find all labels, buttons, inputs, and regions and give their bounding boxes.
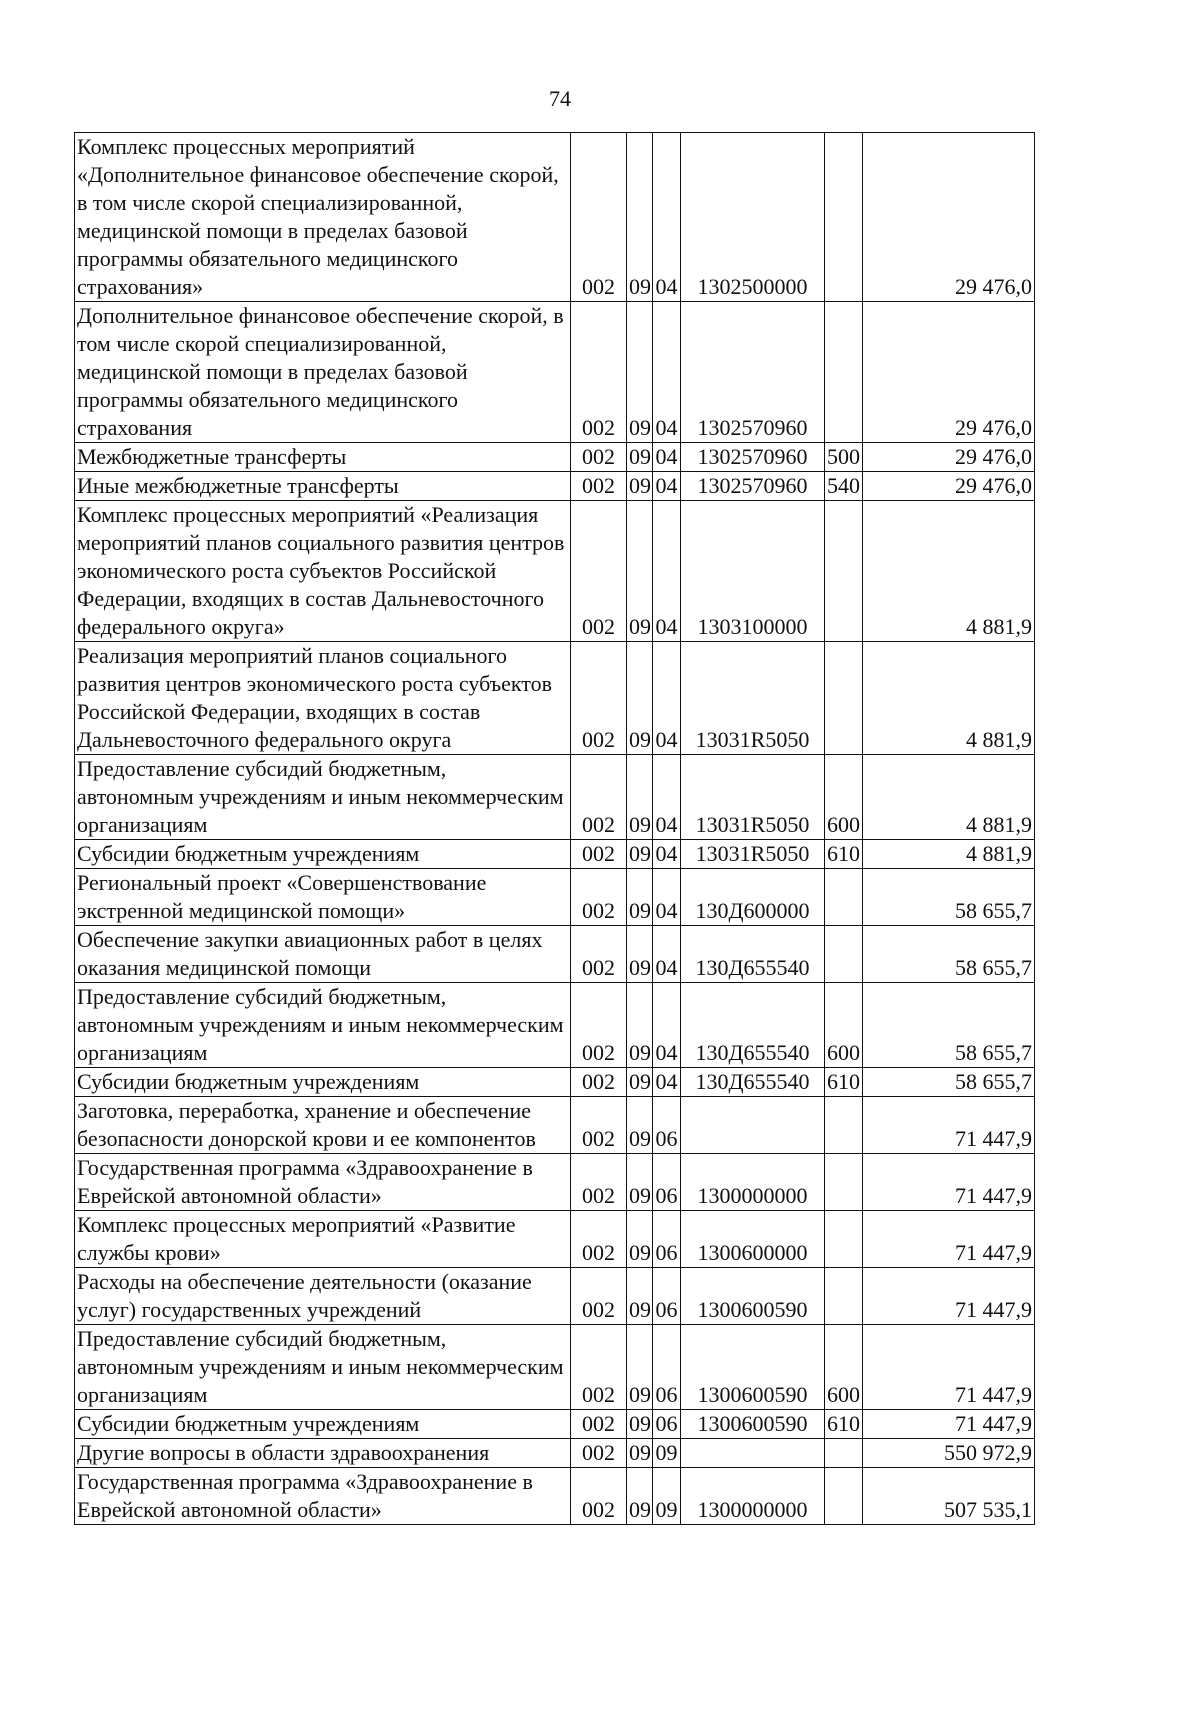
amount: 4 881,9 xyxy=(863,501,1035,642)
ministry-code: 002 xyxy=(571,501,627,642)
target-article-code: 1300600590 xyxy=(681,1325,825,1410)
table-row xyxy=(75,1468,1035,1525)
page-number: 74 xyxy=(549,86,571,111)
table-row xyxy=(75,755,1035,840)
subsection-code: 06 xyxy=(653,1325,681,1410)
target-article-code: 1303100000 xyxy=(681,501,825,642)
budget-rows xyxy=(75,133,1035,1525)
subsection-code: 09 xyxy=(653,1468,681,1525)
amount: 58 655,7 xyxy=(863,983,1035,1068)
subsection-code: 04 xyxy=(653,642,681,755)
expense-type-code xyxy=(825,1211,863,1268)
ministry-code: 002 xyxy=(571,840,627,869)
subsection-code: 06 xyxy=(653,1097,681,1154)
table-row xyxy=(75,1439,1035,1468)
row-name: Субсидии бюджетным учреждениям xyxy=(75,1410,571,1439)
ministry-code: 002 xyxy=(571,926,627,983)
table-row xyxy=(75,1268,1035,1325)
subsection-code: 06 xyxy=(653,1211,681,1268)
table-row xyxy=(75,1211,1035,1268)
expense-type-code xyxy=(825,926,863,983)
row-name: Реализация мероприятий планов социального развития центров экономического роста субъектов Российской Федерации, входящих в состав Дальневосточного федерального округа xyxy=(75,642,571,755)
table-row xyxy=(75,983,1035,1068)
section-code: 09 xyxy=(627,1439,653,1468)
table-row xyxy=(75,1068,1035,1097)
section-code: 09 xyxy=(627,869,653,926)
amount: 58 655,7 xyxy=(863,926,1035,983)
row-name: Межбюджетные трансферты xyxy=(75,443,571,472)
ministry-code: 002 xyxy=(571,1154,627,1211)
target-article-code: 13031R5050 xyxy=(681,755,825,840)
amount: 71 447,9 xyxy=(863,1268,1035,1325)
amount: 71 447,9 xyxy=(863,1154,1035,1211)
expense-type-code: 500 xyxy=(825,443,863,472)
amount: 71 447,9 xyxy=(863,1325,1035,1410)
subsection-code: 04 xyxy=(653,443,681,472)
row-name: Субсидии бюджетным учреждениям xyxy=(75,1068,571,1097)
amount: 507 535,1 xyxy=(863,1468,1035,1525)
table-row xyxy=(75,869,1035,926)
amount: 550 972,9 xyxy=(863,1439,1035,1468)
target-article-code xyxy=(681,1097,825,1154)
expense-type-code xyxy=(825,642,863,755)
table-row xyxy=(75,840,1035,869)
amount: 58 655,7 xyxy=(863,1068,1035,1097)
target-article-code: 130Д600000 xyxy=(681,869,825,926)
target-article-code: 1300600590 xyxy=(681,1410,825,1439)
target-article-code: 1300000000 xyxy=(681,1468,825,1525)
section-code: 09 xyxy=(627,1325,653,1410)
row-name: Государственная программа «Здравоохранение в Еврейской автономной области» xyxy=(75,1154,571,1211)
row-name: Субсидии бюджетным учреждениям xyxy=(75,840,571,869)
expense-type-code xyxy=(825,1439,863,1468)
ministry-code: 002 xyxy=(571,983,627,1068)
amount: 4 881,9 xyxy=(863,755,1035,840)
target-article-code: 1302570960 xyxy=(681,302,825,443)
table-row xyxy=(75,926,1035,983)
section-code: 09 xyxy=(627,642,653,755)
table-row xyxy=(75,133,1035,302)
section-code: 09 xyxy=(627,1154,653,1211)
expense-type-code xyxy=(825,501,863,642)
subsection-code: 04 xyxy=(653,472,681,501)
section-code: 09 xyxy=(627,1211,653,1268)
table-row xyxy=(75,1097,1035,1154)
expense-type-code xyxy=(825,133,863,302)
amount: 58 655,7 xyxy=(863,869,1035,926)
section-code: 09 xyxy=(627,1468,653,1525)
section-code: 09 xyxy=(627,1068,653,1097)
subsection-code: 06 xyxy=(653,1154,681,1211)
subsection-code: 04 xyxy=(653,501,681,642)
target-article-code: 1300600000 xyxy=(681,1211,825,1268)
amount: 71 447,9 xyxy=(863,1211,1035,1268)
subsection-code: 04 xyxy=(653,302,681,443)
ministry-code: 002 xyxy=(571,1439,627,1468)
row-name: Комплекс процессных мероприятий «Реализация мероприятий планов социального развития центров экономического роста субъектов Российской Федерации, входящих в состав Дальневосточного федерального округа» xyxy=(75,501,571,642)
expense-type-code xyxy=(825,1468,863,1525)
section-code: 09 xyxy=(627,983,653,1068)
expense-type-code xyxy=(825,1154,863,1211)
ministry-code: 002 xyxy=(571,1410,627,1439)
row-name: Иные межбюджетные трансферты xyxy=(75,472,571,501)
amount: 29 476,0 xyxy=(863,443,1035,472)
row-name: Государственная программа «Здравоохранение в Еврейской автономной области» xyxy=(75,1468,571,1525)
ministry-code: 002 xyxy=(571,1325,627,1410)
target-article-code: 1300000000 xyxy=(681,1154,825,1211)
expense-type-code xyxy=(825,302,863,443)
section-code: 09 xyxy=(627,926,653,983)
amount: 29 476,0 xyxy=(863,472,1035,501)
ministry-code: 002 xyxy=(571,755,627,840)
row-name: Предоставление субсидий бюджетным, автономным учреждениям и иным некоммерческим организациям xyxy=(75,1325,571,1410)
subsection-code: 04 xyxy=(653,755,681,840)
section-code: 09 xyxy=(627,1097,653,1154)
ministry-code: 002 xyxy=(571,1268,627,1325)
table-row xyxy=(75,1325,1035,1410)
section-code: 09 xyxy=(627,1410,653,1439)
section-code: 09 xyxy=(627,755,653,840)
target-article-code: 130Д655540 xyxy=(681,926,825,983)
section-code: 09 xyxy=(627,472,653,501)
row-name: Расходы на обеспечение деятельности (оказание услуг) государственных учреждений xyxy=(75,1268,571,1325)
expense-type-code: 610 xyxy=(825,1068,863,1097)
subsection-code: 04 xyxy=(653,983,681,1068)
target-article-code: 1302570960 xyxy=(681,443,825,472)
subsection-code: 06 xyxy=(653,1268,681,1325)
amount: 71 447,9 xyxy=(863,1097,1035,1154)
table-row xyxy=(75,302,1035,443)
ministry-code: 002 xyxy=(571,1468,627,1525)
ministry-code: 002 xyxy=(571,1097,627,1154)
target-article-code: 13031R5050 xyxy=(681,840,825,869)
subsection-code: 04 xyxy=(653,869,681,926)
amount: 71 447,9 xyxy=(863,1410,1035,1439)
expense-type-code: 610 xyxy=(825,1410,863,1439)
target-article-code: 130Д655540 xyxy=(681,1068,825,1097)
target-article-code: 1302500000 xyxy=(681,133,825,302)
expense-type-code: 600 xyxy=(825,983,863,1068)
ministry-code: 002 xyxy=(571,1068,627,1097)
expense-type-code xyxy=(825,869,863,926)
amount: 29 476,0 xyxy=(863,302,1035,443)
target-article-code: 13031R5050 xyxy=(681,642,825,755)
section-code: 09 xyxy=(627,302,653,443)
section-code: 09 xyxy=(627,1268,653,1325)
row-name: Комплекс процессных мероприятий «Развитие службы крови» xyxy=(75,1211,571,1268)
target-article-code xyxy=(681,1439,825,1468)
expense-type-code: 540 xyxy=(825,472,863,501)
budget-table xyxy=(74,132,1035,1525)
amount: 4 881,9 xyxy=(863,642,1035,755)
row-name: Обеспечение закупки авиационных работ в целях оказания медицинской помощи xyxy=(75,926,571,983)
subsection-code: 09 xyxy=(653,1439,681,1468)
row-name: Региональный проект «Совершенствование экстренной медицинской помощи» xyxy=(75,869,571,926)
expense-type-code xyxy=(825,1268,863,1325)
section-code: 09 xyxy=(627,133,653,302)
section-code: 09 xyxy=(627,443,653,472)
expense-type-code: 600 xyxy=(825,1325,863,1410)
table-row xyxy=(75,1154,1035,1211)
table-row xyxy=(75,642,1035,755)
ministry-code: 002 xyxy=(571,869,627,926)
ministry-code: 002 xyxy=(571,642,627,755)
subsection-code: 04 xyxy=(653,1068,681,1097)
row-name: Предоставление субсидий бюджетным, автономным учреждениям и иным некоммерческим организациям xyxy=(75,983,571,1068)
ministry-code: 002 xyxy=(571,302,627,443)
table-row xyxy=(75,443,1035,472)
row-name: Дополнительное финансовое обеспечение скорой, в том числе скорой специализированной, медицинской помощи в пределах базовой программы обязательного медицинского страхования xyxy=(75,302,571,443)
amount: 29 476,0 xyxy=(863,133,1035,302)
ministry-code: 002 xyxy=(571,133,627,302)
section-code: 09 xyxy=(627,501,653,642)
subsection-code: 04 xyxy=(653,840,681,869)
expense-type-code xyxy=(825,1097,863,1154)
expense-type-code: 610 xyxy=(825,840,863,869)
subsection-code: 06 xyxy=(653,1410,681,1439)
table-row xyxy=(75,501,1035,642)
row-name: Другие вопросы в области здравоохранения xyxy=(75,1439,571,1468)
row-name: Комплекс процессных мероприятий «Дополнительное финансовое обеспечение скорой, в том числе скорой специализированной, медицинской помощи в пределах базовой программы обязательного медицинского страхования» xyxy=(75,133,571,302)
amount: 4 881,9 xyxy=(863,840,1035,869)
subsection-code: 04 xyxy=(653,926,681,983)
ministry-code: 002 xyxy=(571,472,627,501)
table-row xyxy=(75,1410,1035,1439)
ministry-code: 002 xyxy=(571,1211,627,1268)
row-name: Заготовка, переработка, хранение и обеспечение безопасности донорской крови и ее компонентов xyxy=(75,1097,571,1154)
target-article-code: 1300600590 xyxy=(681,1268,825,1325)
ministry-code: 002 xyxy=(571,443,627,472)
target-article-code: 1302570960 xyxy=(681,472,825,501)
subsection-code: 04 xyxy=(653,133,681,302)
row-name: Предоставление субсидий бюджетным, автономным учреждениям и иным некоммерческим организациям xyxy=(75,755,571,840)
expense-type-code: 600 xyxy=(825,755,863,840)
section-code: 09 xyxy=(627,840,653,869)
target-article-code: 130Д655540 xyxy=(681,983,825,1068)
table-row xyxy=(75,472,1035,501)
